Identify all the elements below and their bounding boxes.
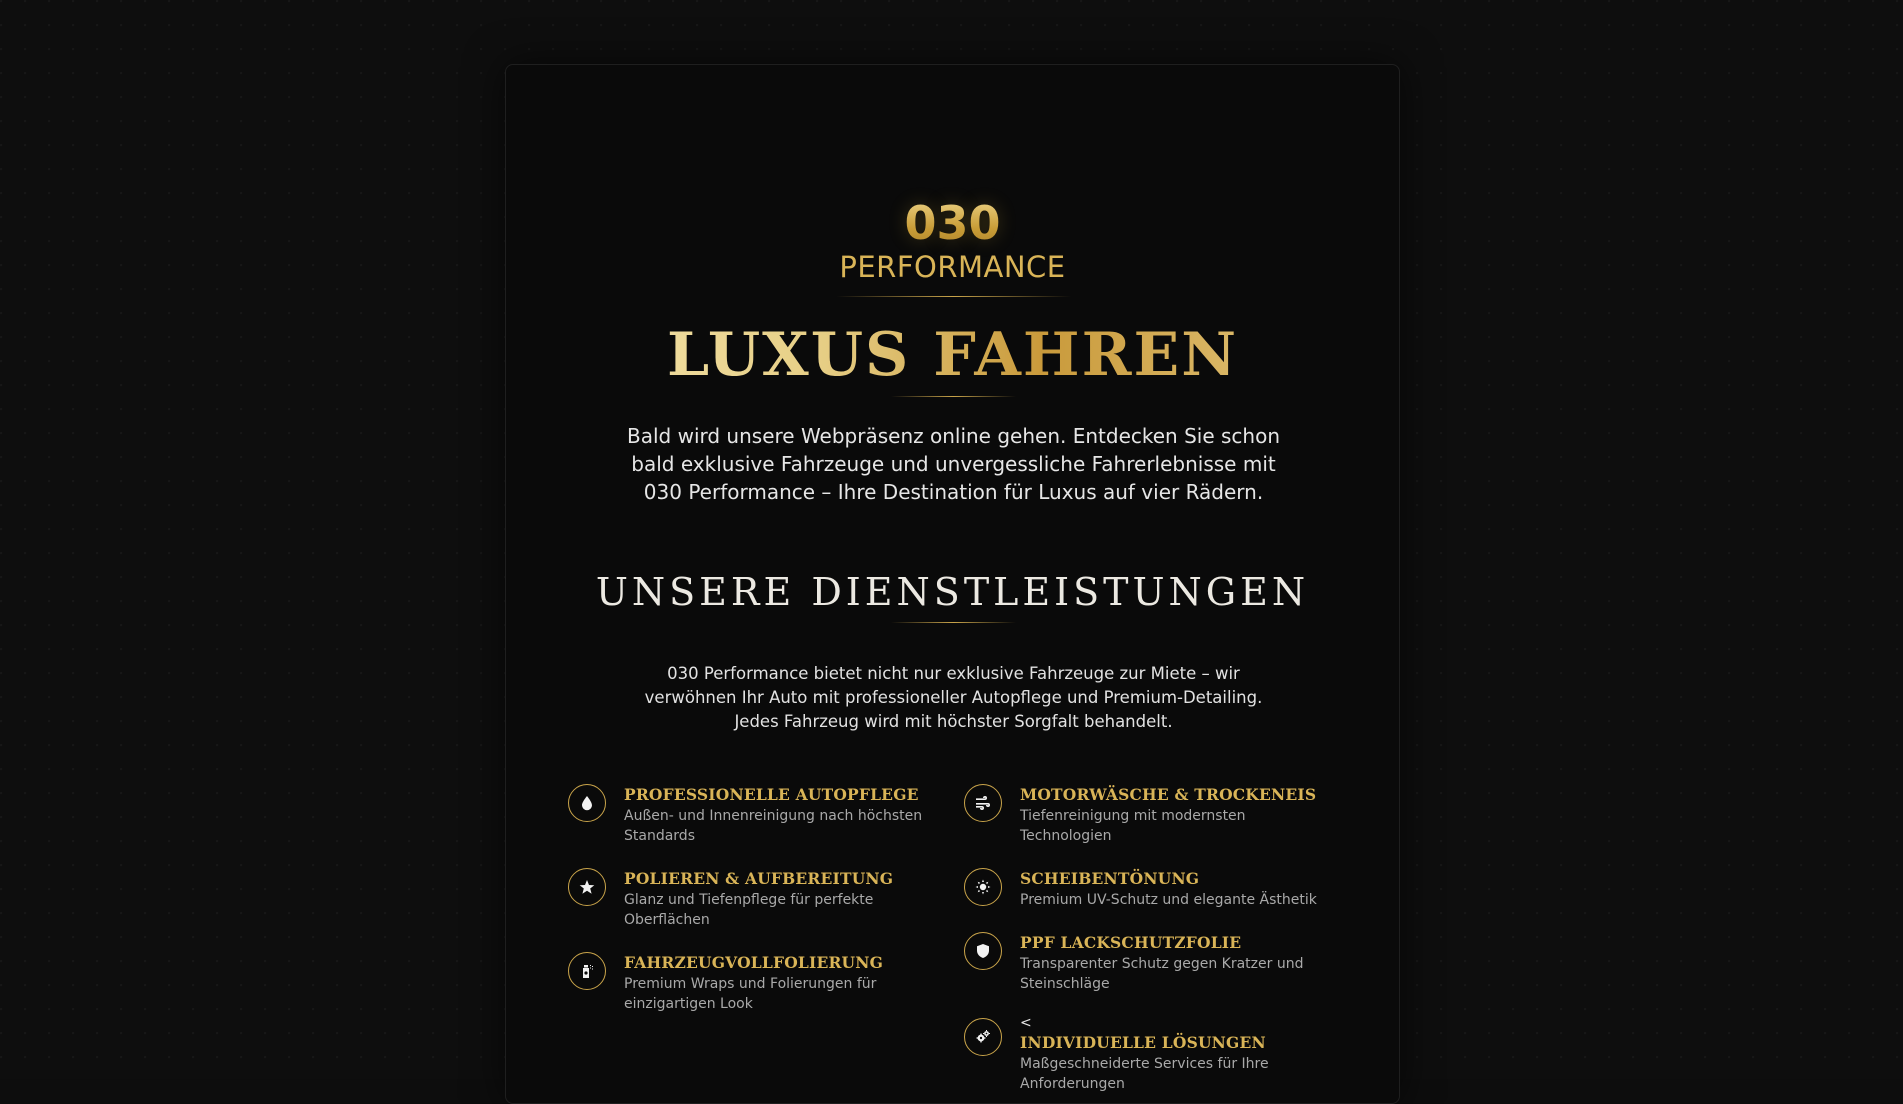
service-text: Transparenter Schutz gegen Kratzer und Steinschläge [1020,956,1304,992]
service-text: Premium UV-Schutz und elegante Ästhetik [1020,892,1317,908]
droplet-icon [568,784,606,822]
cogs-icon [964,1018,1002,1056]
service-title: PPF LACKSCHUTZFOLIE [1020,933,1242,952]
logo-divider [836,296,1071,297]
spray-can-icon [568,952,606,990]
services-divider [891,622,1016,623]
sun-icon [964,868,1002,906]
title-divider [891,396,1016,397]
service-title: POLIEREN & AUFBEREITUNG [624,869,894,888]
service-title: MOTORWÄSCHE & TROCKENEIS [1020,785,1317,804]
hero-title: LUXUS FAHREN [506,319,1399,391]
wind-icon [964,784,1002,822]
service-title: SCHEIBENTÖNUNG [1020,869,1200,888]
service-title: PROFESSIONELLE AUTOPFLEGE [624,785,919,804]
stray-character: < [1020,1015,1032,1031]
service-title: INDIVIDUELLE LÖSUNGEN [1020,1033,1266,1052]
brand-logo-word: PERFORMANCE [839,250,1066,284]
brand-logo-number: 030 [506,195,1399,251]
hero-intro: Bald wird unsere Webpräsenz online gehen. Entdecken Sie schon bald exklusive Fahrzeuge und unvergessliche Fahrerlebnisse mit 030 Performance – Ihre Destination für Luxus auf vier Rädern. [627,424,1280,504]
shield-icon [964,932,1002,970]
service-text: Glanz und Tiefenpflege für perfekte Oberflächen [624,892,874,928]
service-text: Premium Wraps und Folierungen für einzigartigen Look [624,976,877,1012]
services-heading: UNSERE DIENSTLEISTUNGEN [595,570,1310,614]
service-title: FAHRZEUGVOLLFOLIERUNG [624,953,884,972]
service-text: Außen- und Innenreinigung nach höchsten Standards [624,808,923,844]
star-icon [568,868,606,906]
services-description: 030 Performance bietet nicht nur exklusive Fahrzeuge zur Miete – wir verwöhnen Ihr Auto mit professioneller Autopflege und Premium-Detailing. Jedes Fahrzeug wird mit höchster Sorgfalt behandelt. [644,664,1263,731]
service-text: Maßgeschneiderte Services für Ihre Anforderungen [1020,1056,1269,1092]
coming-soon-card [505,64,1400,1104]
service-text: Tiefenreinigung mit modernsten Technologien [1020,808,1246,844]
